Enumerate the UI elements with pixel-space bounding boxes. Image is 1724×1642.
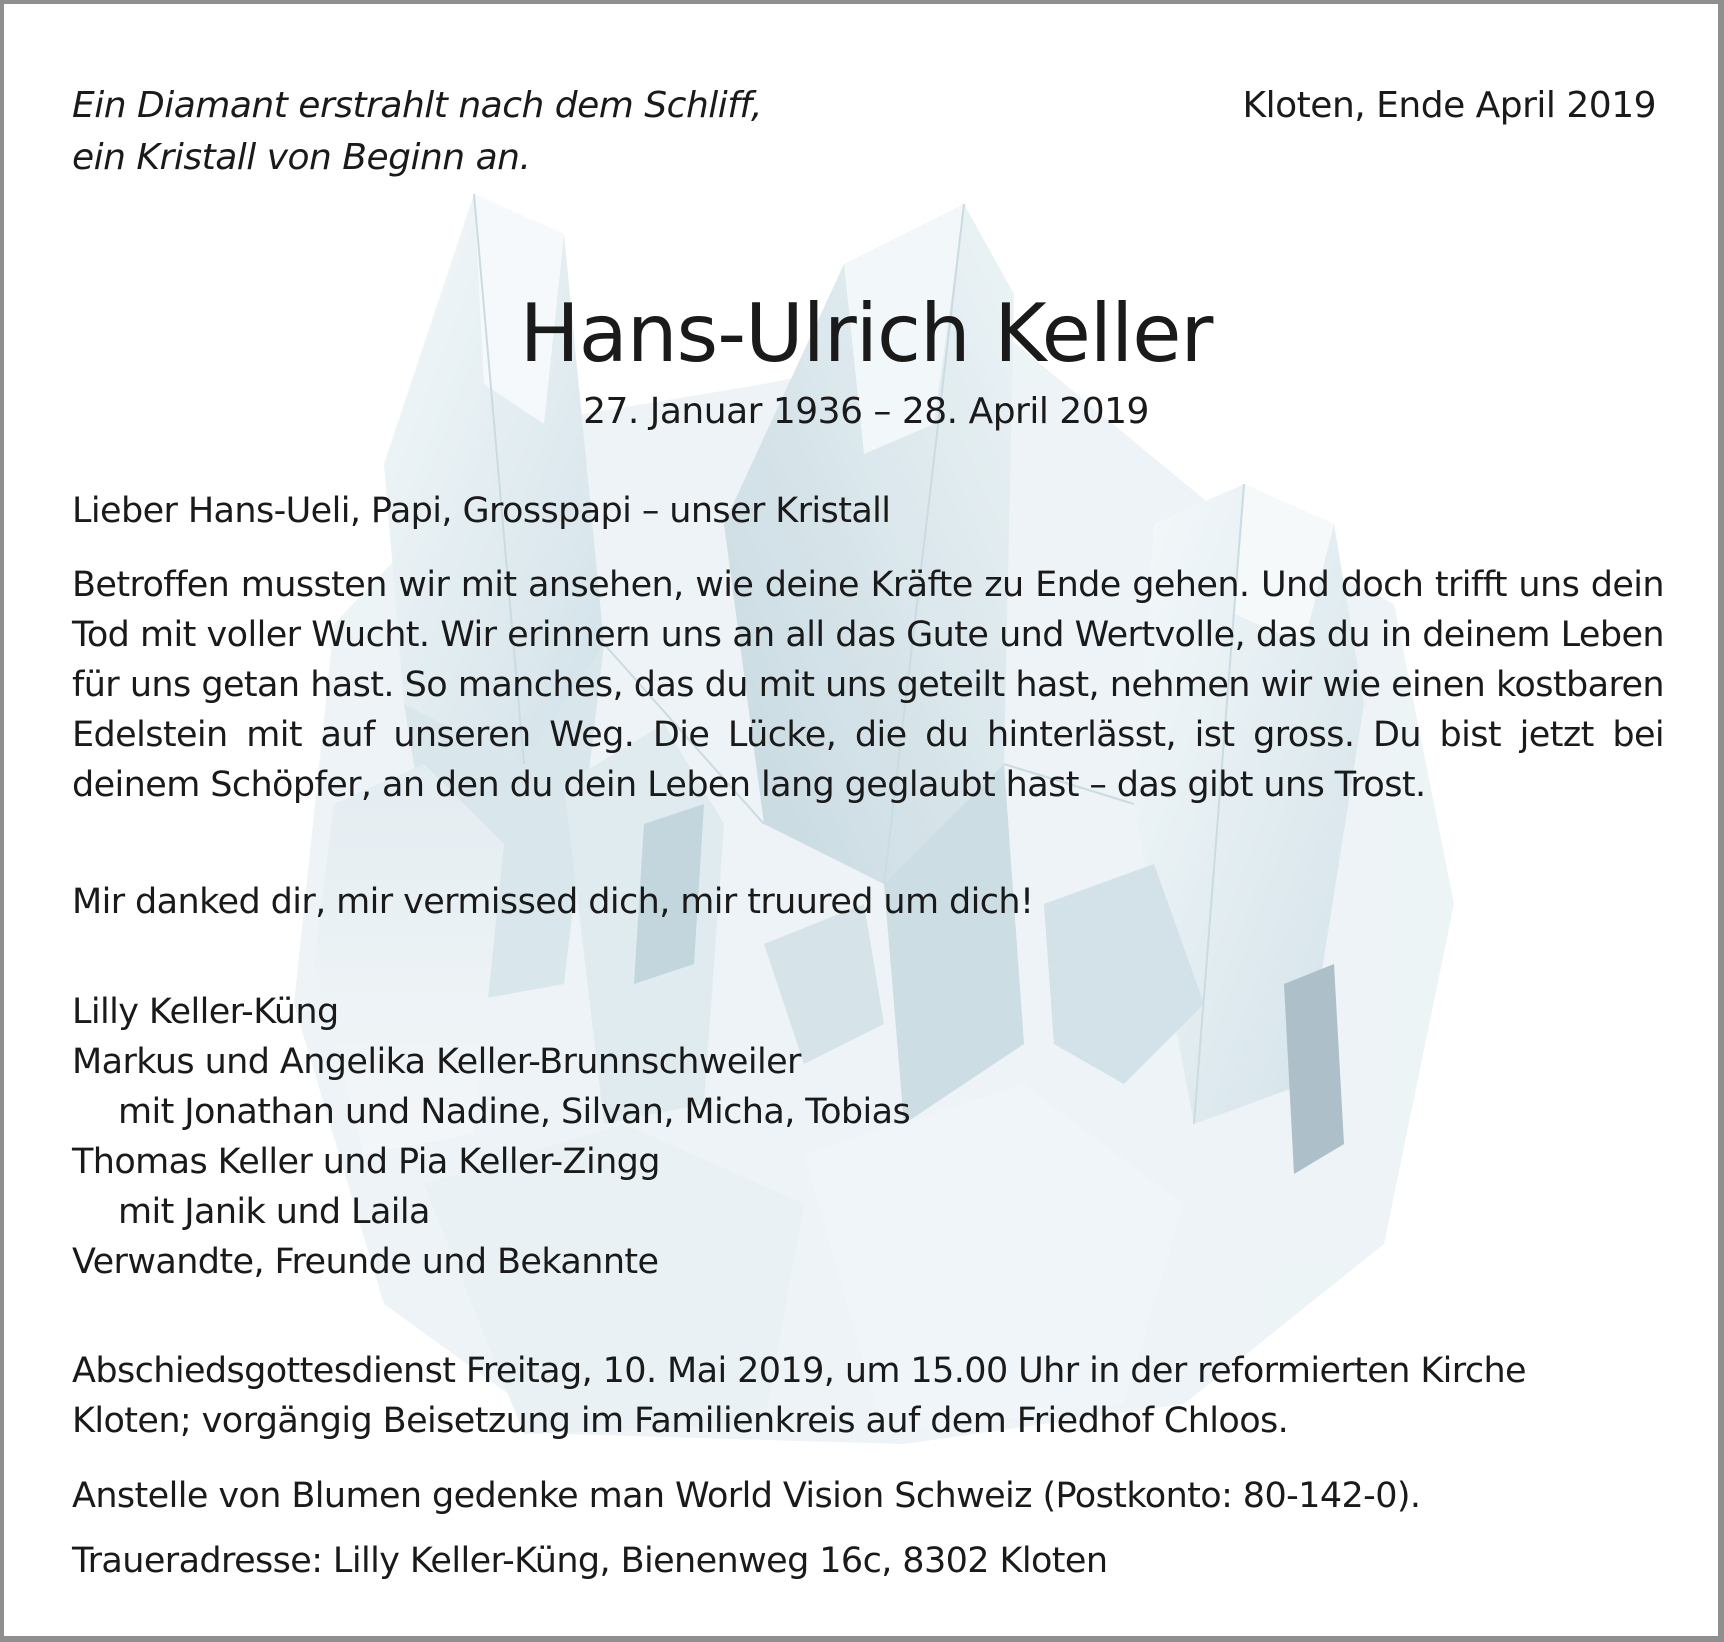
service-line: Abschiedsgottesdienst Freitag, 10. Mai 2019, um 15.00 Uhr in der reformierten Kirche [72,1351,1526,1391]
life-dates: 27. Januar 1936 – 28. April 2019 [583,391,1149,432]
place-date: Kloten, Ende April 2019 [1242,85,1656,126]
quote-line: ein Kristall von Beginn an. [72,137,531,178]
mourner-line: Thomas Keller und Pia Keller-Zingg [72,1142,660,1182]
dialect-farewell: Mir danked dir, mir vermissed dich, mir truured um dich! [72,882,1034,922]
mourner-line: mit Janik und Laila [118,1192,430,1232]
donation-note: Anstelle von Blumen gedenke man World Vision Schweiz (Postkonto: 80-142-0). [72,1476,1421,1516]
quote-line: Ein Diamant erstrahlt nach dem Schliff, [72,85,762,126]
service-line: Kloten; vorgängig Beisetzung im Familienkreis auf dem Friedhof Chloos. [72,1401,1289,1441]
deceased-name: Hans-Ulrich Keller [519,287,1213,380]
obituary-content [4,4,1724,1642]
mourner-line: Lilly Keller-Küng [72,992,339,1032]
mourners-list [72,987,910,1287]
mourner-line: mit Jonathan und Nadine, Silvan, Micha, Tobias [118,1092,911,1132]
funeral-service-info [72,1346,1672,1446]
message-body: Betroffen mussten wir mit ansehen, wie deine Kräfte zu Ende gehen. Und doch trifft uns dein Tod mit voller Wucht. Wir erinnern uns an all das Gute und Wertvolle, das du in deinem Leben für uns getan hast. So manches, das du mit uns geteilt hast, nehmen wir wie einen kostbaren Edelstein mit auf unseren Weg. Die Lücke, die du hinterlässt, ist gross. Du bist jetzt bei deinem Schöpfer, an den du dein Leben lang geglaubt hast – das gibt uns Trost. [72,565,1664,805]
opening-quote [72,80,762,184]
mourning-address: Traueradresse: Lilly Keller-Küng, Bienenweg 16c, 8302 Kloten [72,1541,1108,1581]
mourner-line: Verwandte, Freunde und Bekannte [72,1242,659,1282]
salutation: Lieber Hans-Ueli, Papi, Grosspapi – unser Kristall [72,491,891,531]
mourner-line: Markus und Angelika Keller-Brunnschweiler [72,1042,801,1082]
